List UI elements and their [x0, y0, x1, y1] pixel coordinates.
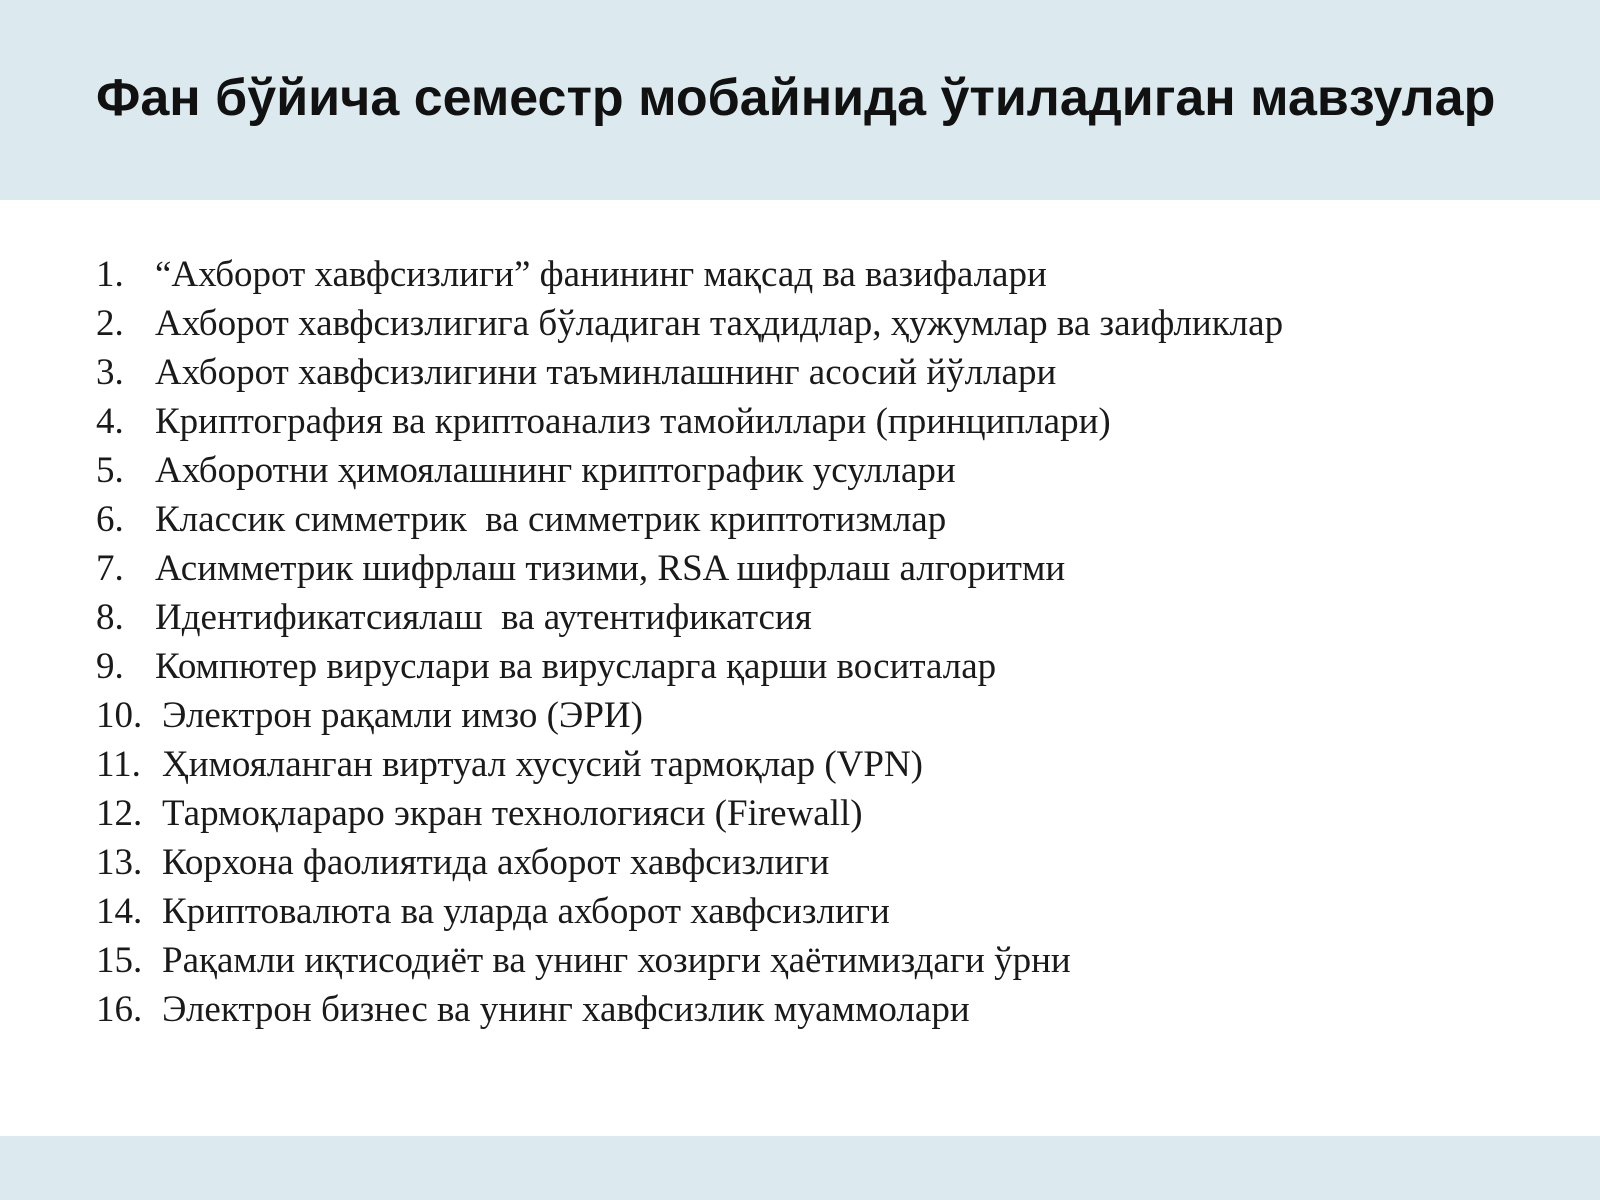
list-item-number: 12.: [96, 793, 143, 834]
list-item: [96, 495, 1556, 544]
list-item-text: Идентификатсиялаш ва аутентификатсия: [155, 597, 812, 638]
list-item-number: 6.: [96, 499, 124, 540]
list-item: [96, 936, 1556, 985]
footer-band: [0, 1136, 1600, 1200]
list-item-number: 8.: [96, 597, 124, 638]
list-item-text: Ҳимояланган виртуал хусусий тармоқлар (VPN): [162, 744, 923, 785]
list-item: [96, 544, 1556, 593]
list-item-number: 4.: [96, 401, 124, 442]
list-item: [96, 642, 1556, 691]
list-item: [96, 985, 1556, 1034]
list-item-number: 14.: [96, 891, 143, 932]
list-item-number: 10.: [96, 695, 143, 736]
list-item-text: Электрон рақамли имзо (ЭРИ): [162, 695, 643, 736]
list-item: [96, 838, 1556, 887]
list-item: [96, 299, 1556, 348]
list-item: [96, 691, 1556, 740]
list-item: [96, 397, 1556, 446]
list-item: [96, 789, 1556, 838]
list-item-text: Классик симметрик ва симметрик криптотизмлар: [155, 499, 947, 540]
list-item-text: Криптовалюта ва уларда ахборот хавфсизлиги: [162, 891, 890, 932]
list-item: [96, 740, 1556, 789]
list-item-number: 13.: [96, 842, 143, 883]
topics-list: [96, 250, 1556, 1034]
list-item-number: 1.: [96, 254, 124, 295]
list-item-text: Электрон бизнес ва унинг хавфсизлик муаммолари: [162, 989, 970, 1030]
list-item-text: Рақамли иқтисодиёт ва унинг хозирги ҳаётимиздаги ўрни: [162, 940, 1071, 981]
list-item-number: 11.: [96, 744, 141, 785]
list-item-number: 9.: [96, 646, 124, 687]
list-item-text: Тармоқлараро экран технологияси (Firewall): [162, 793, 863, 834]
list-item-text: Компютер вируслари ва вирусларга қарши воситалар: [155, 646, 997, 687]
list-item: [96, 887, 1556, 936]
list-item: [96, 446, 1556, 495]
list-item-number: 16.: [96, 989, 143, 1030]
list-item-text: “Ахборот хавфсизлиги” фанининг мақсад ва вазифалари: [155, 254, 1047, 295]
list-item-text: Ахборот хавфсизлигига бўладиган таҳдидлар, ҳужумлар ва заифликлар: [155, 303, 1284, 344]
list-item: [96, 348, 1556, 397]
list-item-number: 2.: [96, 303, 124, 344]
list-item-number: 15.: [96, 940, 143, 981]
list-item-text: Корхона фаолиятида ахборот хавфсизлиги: [162, 842, 830, 883]
list-item: [96, 250, 1556, 299]
page-title: Фан бўйича семестр мобайнида ўтиладиган мавзулар: [96, 69, 1496, 127]
list-item: [96, 593, 1556, 642]
list-item-text: Ахборотни ҳимоялашнинг криптографик усуллари: [155, 450, 956, 491]
list-item-text: Ахборот хавфсизлигини таъминлашнинг асосий йўллари: [155, 352, 1057, 393]
list-item-number: 7.: [96, 548, 124, 589]
list-item-text: Асимметрик шифрлаш тизими, RSA шифрлаш алгоритми: [155, 548, 1066, 589]
list-item-text: Криптография ва криптоанализ тамойиллари (принциплари): [155, 401, 1111, 442]
list-item-number: 3.: [96, 352, 124, 393]
list-item-number: 5.: [96, 450, 124, 491]
